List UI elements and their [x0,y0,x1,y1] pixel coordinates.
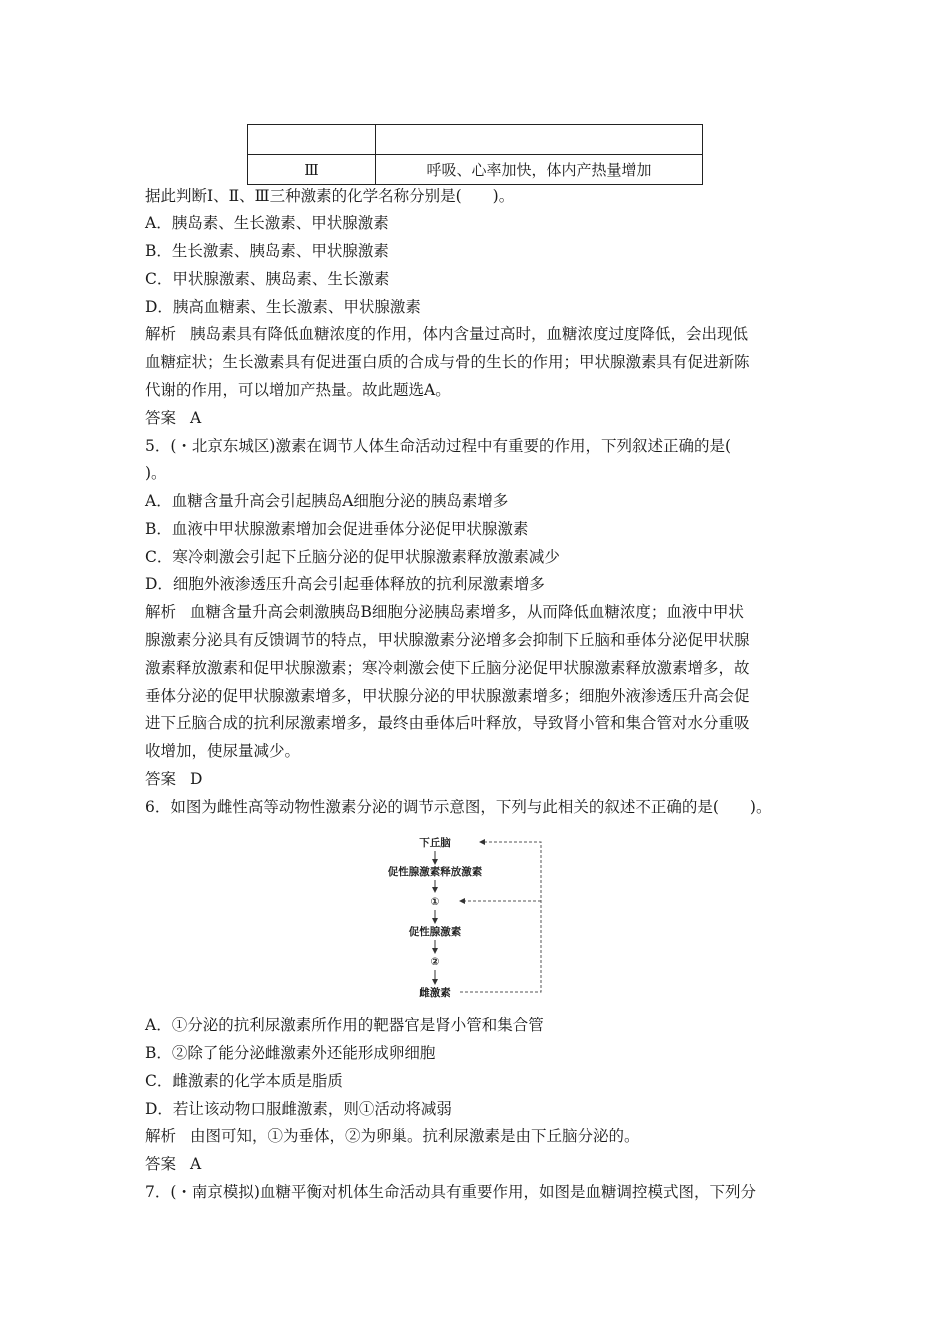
table-row [248,125,703,155]
q5-stem-cont: )。 [145,464,167,482]
diagram-node-hypothalamus: 下丘脑 [419,837,451,849]
diagram-node-1: ① [430,896,440,908]
answer-value: D [190,770,203,788]
q5-stem: 5．(・北京东城区)激素在调节人体生命活动过程中有重要的作用，下列叙述正确的是( [145,437,732,455]
q6-option-d: D．若让该动物口服雌激素，则①活动将减弱 [145,1100,452,1118]
q5-option-a: A．血糖含量升高会引起胰岛A细胞分泌的胰岛素增多 [145,492,509,510]
analysis-label: 解析 [145,603,177,621]
analysis-label: 解析 [145,325,177,343]
q5-option-d: D．细胞外液渗透压升高会引起垂体释放的抗利尿激素增多 [145,575,545,593]
q5-analysis-line: 垂体分泌的促甲状腺激素增多，甲状腺分泌的甲状腺激素增多；细胞外液渗透压升高会促 [145,687,750,705]
analysis-text: 由图可知，①为垂体，②为卵巢。抗利尿激素是由下丘脑分泌的。 [190,1127,640,1145]
q7-stem: 7．(・南京模拟)血糖平衡对机体生命活动具有重要作用，如图是血糖调控模式图，下列分 [145,1183,756,1201]
q4-option-d: D．胰高血糖素、生长激素、甲状腺激素 [145,298,421,316]
q4-analysis-line: 代谢的作用，可以增加产热量。故此题选A。 [145,381,451,399]
q4-answer [145,408,201,428]
q5-analysis [145,602,744,622]
table-cell-label: Ⅲ [248,155,376,185]
q4-option-b: B．生长激素、胰岛素、甲状腺激素 [145,242,389,260]
q5-option-c: C．寒冷刺激会引起下丘脑分泌的促甲状腺激素释放激素减少 [145,548,560,566]
q6-option-c: C．雌激素的化学本质是脂质 [145,1072,343,1090]
q6-stem: 6．如图为雌性高等动物性激素分泌的调节示意图，下列与此相关的叙述不正确的是( )。 [145,798,772,816]
diagram-node-2: ② [430,956,440,968]
q4-question: 据此判断Ⅰ、Ⅱ、Ⅲ三种激素的化学名称分别是( )。 [145,187,515,205]
answer-label: 答案 [145,409,177,427]
feedback-arrow-hypothalamus [460,842,541,992]
hormone-table [247,124,703,185]
q6-answer [145,1154,201,1174]
diagram-node-gnrh: 促性腺激素释放激素 [388,866,483,878]
diagram-node-estrogen: 雌激素 [419,987,451,999]
table-cell-effect: 呼吸、心率加快，体内产热量增加 [376,155,703,185]
table-cell-effect [376,125,703,155]
q5-analysis-line: 腺激素分泌具有反馈调节的特点，甲状腺激素分泌增多会抑制下丘脑和垂体分泌促甲状腺 [145,631,750,649]
diagram-node-gonadotropin: 促性腺激素 [408,926,462,938]
analysis-text: 胰岛素具有降低血糖浓度的作用，体内含量过高时，血糖浓度过度降低，会出现低 [190,325,749,343]
q5-option-b: B．血液中甲状腺激素增加会促进垂体分泌促甲状腺激素 [145,520,529,538]
q6-option-a: A．①分泌的抗利尿激素所作用的靶器官是肾小管和集合管 [145,1016,544,1034]
regulation-diagram [388,828,558,1004]
q4-option-a: A．胰岛素、生长激素、甲状腺激素 [145,214,389,232]
table-row [248,155,703,185]
answer-value: A [190,409,202,427]
q5-analysis-line: 收增加，使尿量减少。 [145,742,301,760]
q6-analysis [145,1126,640,1146]
q5-answer [145,769,202,789]
analysis-text: 血糖含量升高会刺激胰岛B细胞分泌胰岛素增多，从而降低血糖浓度；血液中甲状 [190,603,744,621]
q4-analysis [145,324,748,344]
q5-analysis-line: 激素释放激素和促甲状腺激素；寒冷刺激会使下丘脑分泌促甲状腺激素释放激素增多，故 [145,659,750,677]
q6-option-b: B．②除了能分泌雌激素外还能形成卵细胞 [145,1044,436,1062]
answer-label: 答案 [145,1155,177,1173]
q4-analysis-line: 血糖症状；生长激素具有促进蛋白质的合成与骨的生长的作用；甲状腺激素具有促进新陈 [145,353,750,371]
answer-label: 答案 [145,770,177,788]
q4-option-c: C．甲状腺激素、胰岛素、生长激素 [145,270,390,288]
q5-analysis-line: 进下丘脑合成的抗利尿激素增多，最终由垂体后叶释放，导致肾小管和集合管对水分重吸 [145,714,750,732]
answer-value: A [190,1155,202,1173]
analysis-label: 解析 [145,1127,177,1145]
table-cell-label [248,125,376,155]
